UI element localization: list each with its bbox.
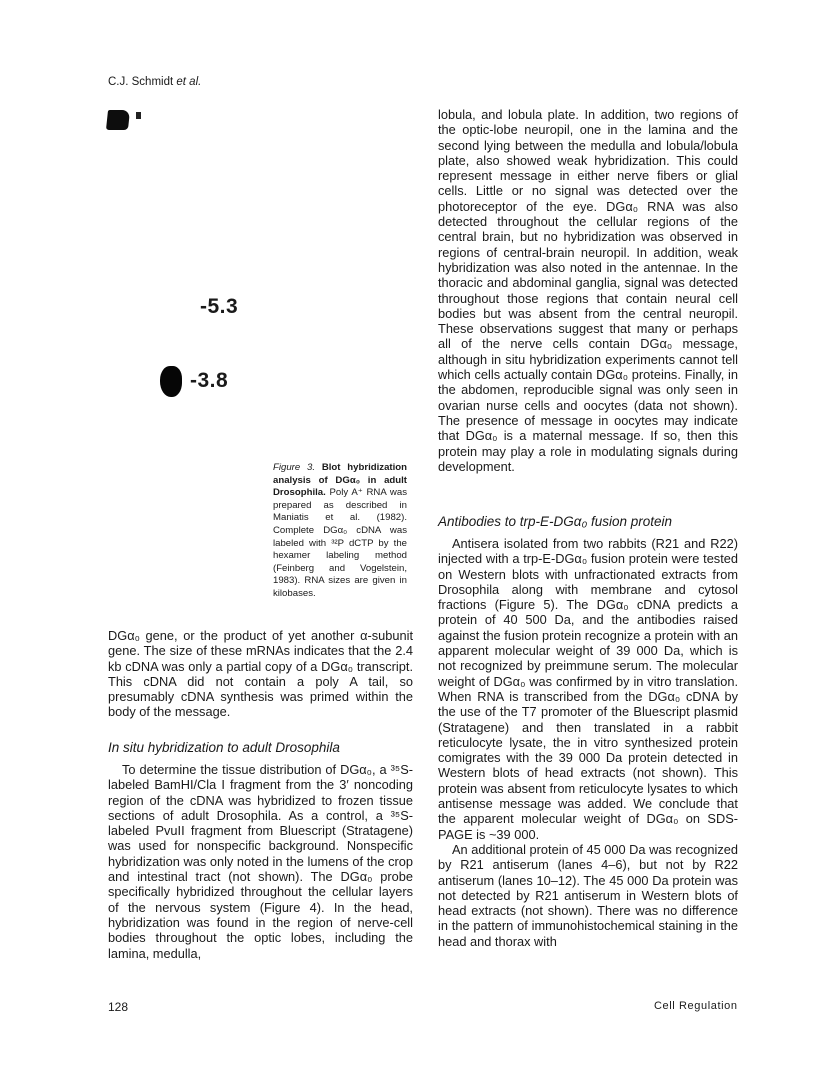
size-marker-3-8: -3.8 [190,369,229,392]
caption-body: Poly A⁺ RNA was prepared as described in Maniatis et al. (1982). Complete DGα₀ cDNA was labeled with ³²P dCTP by the hexamer labeling method (Feinberg and Vogelstein, 1983). RNA sizes are given in kilobases. [273,487,407,599]
journal-name: Cell Regulation [654,1000,738,1012]
right-column-section [438,536,738,949]
running-head-authors: C.J. Schmidt [108,76,174,88]
section-heading-in-situ: In situ hybridization to adult Drosophila [108,740,340,755]
caption-label: Figure 3. [273,462,316,473]
blot-band-3-8kb [160,366,182,397]
caption-title: Blot hybridization analysis of DGα₀ in adult Drosophila. [273,462,407,499]
size-marker-5-3: -5.3 [200,295,239,318]
right-paragraph-additional-protein: An additional protein of 45 000 Da was recognized by R21 antiserum (lanes 4–6), but not by R22 antiserum (lanes 10–12). The 45 000 Da protein was not detected by R21 antiserum in Western blots of head extracts (not shown). There was no difference in the pattern of immunohistochemical staining in the head and thorax with [438,841,738,949]
right-paragraph-antisera: Antisera isolated from two rabbits (R21 and R22) injected with a trp-E-DGα₀ fusion protein were tested on Western blots with unfractionated extracts from Drosophila along with membrane and cytosol fractions (Figure 5). The DGα₀ cDNA predicts a protein of 40 500 Da, and the antibodies raised against the fusion protein recognize a protein with an apparent molecular weight of 39 000 Da, which is not recognized by preimmune serum. The molecular weight of DGα₀ was confirmed by in vitro translation. When RNA is transcribed from the DGα₀ cDNA by the use of the T7 promoter of the Bluescript plasmid (Stratagene) and then translated in a rabbit reticulocyte lysate, the in vitro synthesized protein comigrates with the 39 000 Da protein detected in Western blots of head extracts (not shown). This protein was absent from reticulocyte lysates to which antisense message was added. We conclude that the apparent molecular weight of DGα₀ on SDS-PAGE is ~39 000. [438,536,738,842]
page-number: 128 [108,1000,129,1014]
left-column-section [108,762,413,961]
running-head-etal: et al. [176,76,202,88]
figure-caption [273,462,407,601]
left-column-continued [108,628,413,720]
section-heading-antibodies: Antibodies to trp-E-DGα₀ fusion protein [438,514,672,529]
blot-band-top [106,110,130,130]
blot-band-fragment [136,112,141,119]
right-paragraph-continued: lobula, and lobula plate. In addition, two regions of the optic-lobe neuropil, one in the lamina and the second lying between the medulla and lobula/lobula plate, also showed weak hybridization. This could represent message in either nerve fibers or glial cells. Little or no signal was detected over the photoreceptor of the eye. DGα₀ RNA was also detected throughout the cellular regions of the central brain, but no hybridization was observed in regions of central-brain neuropil. In addition, weak hybridization was also noted in the antennae. In the thoracic and abdominal ganglia, signal was detected throughout those regions that contain neural cell bodies but was absent from the central neuropil. These observations suggest that many or perhaps all of the nerve cells contain DGα₀ message, although in situ hybridization experiments cannot tell which cells actually contain DGα₀ proteins. Finally, in the abdomen, reproducible signal was only seen in ovarian nurse cells and oocytes (data not shown). The presence of message in oocytes may indicate that DGα₀ is a maternal message. If so, then this protein may play a role in modulating signals during development. [438,107,738,474]
left-paragraph-continued: DGα₀ gene, or the product of yet another α-subunit gene. The size of these mRNAs indicates that the 2.4 kb cDNA was only a partial copy of a DGα₀ transcript. This cDNA did not contain a poly A tail, so presumably cDNA synthesis was primed within the body of the message. [108,628,413,720]
running-head [108,76,201,88]
right-column-continued [438,107,738,474]
left-paragraph-in-situ: To determine the tissue distribution of DGα₀, a ³⁵S-labeled BamHI/Cla I fragment from the 3′ noncoding region of the cDNA was hybridized to frozen tissue sections of adult Drosophila. As a control, a ³⁵S-labeled PvuII fragment from Bluescript (Stratagene) was used for nonspecific background. Nonspecific hybridization was only noted in the lumens of the crop and intestinal tract (not shown). The DGα₀ probe specifically hybridized throughout the cellular layers of the nervous system (Figure 4). In the head, hybridization was found in the region of nerve-cell bodies throughout the optic lobes, including the lamina, medulla, [108,762,413,961]
